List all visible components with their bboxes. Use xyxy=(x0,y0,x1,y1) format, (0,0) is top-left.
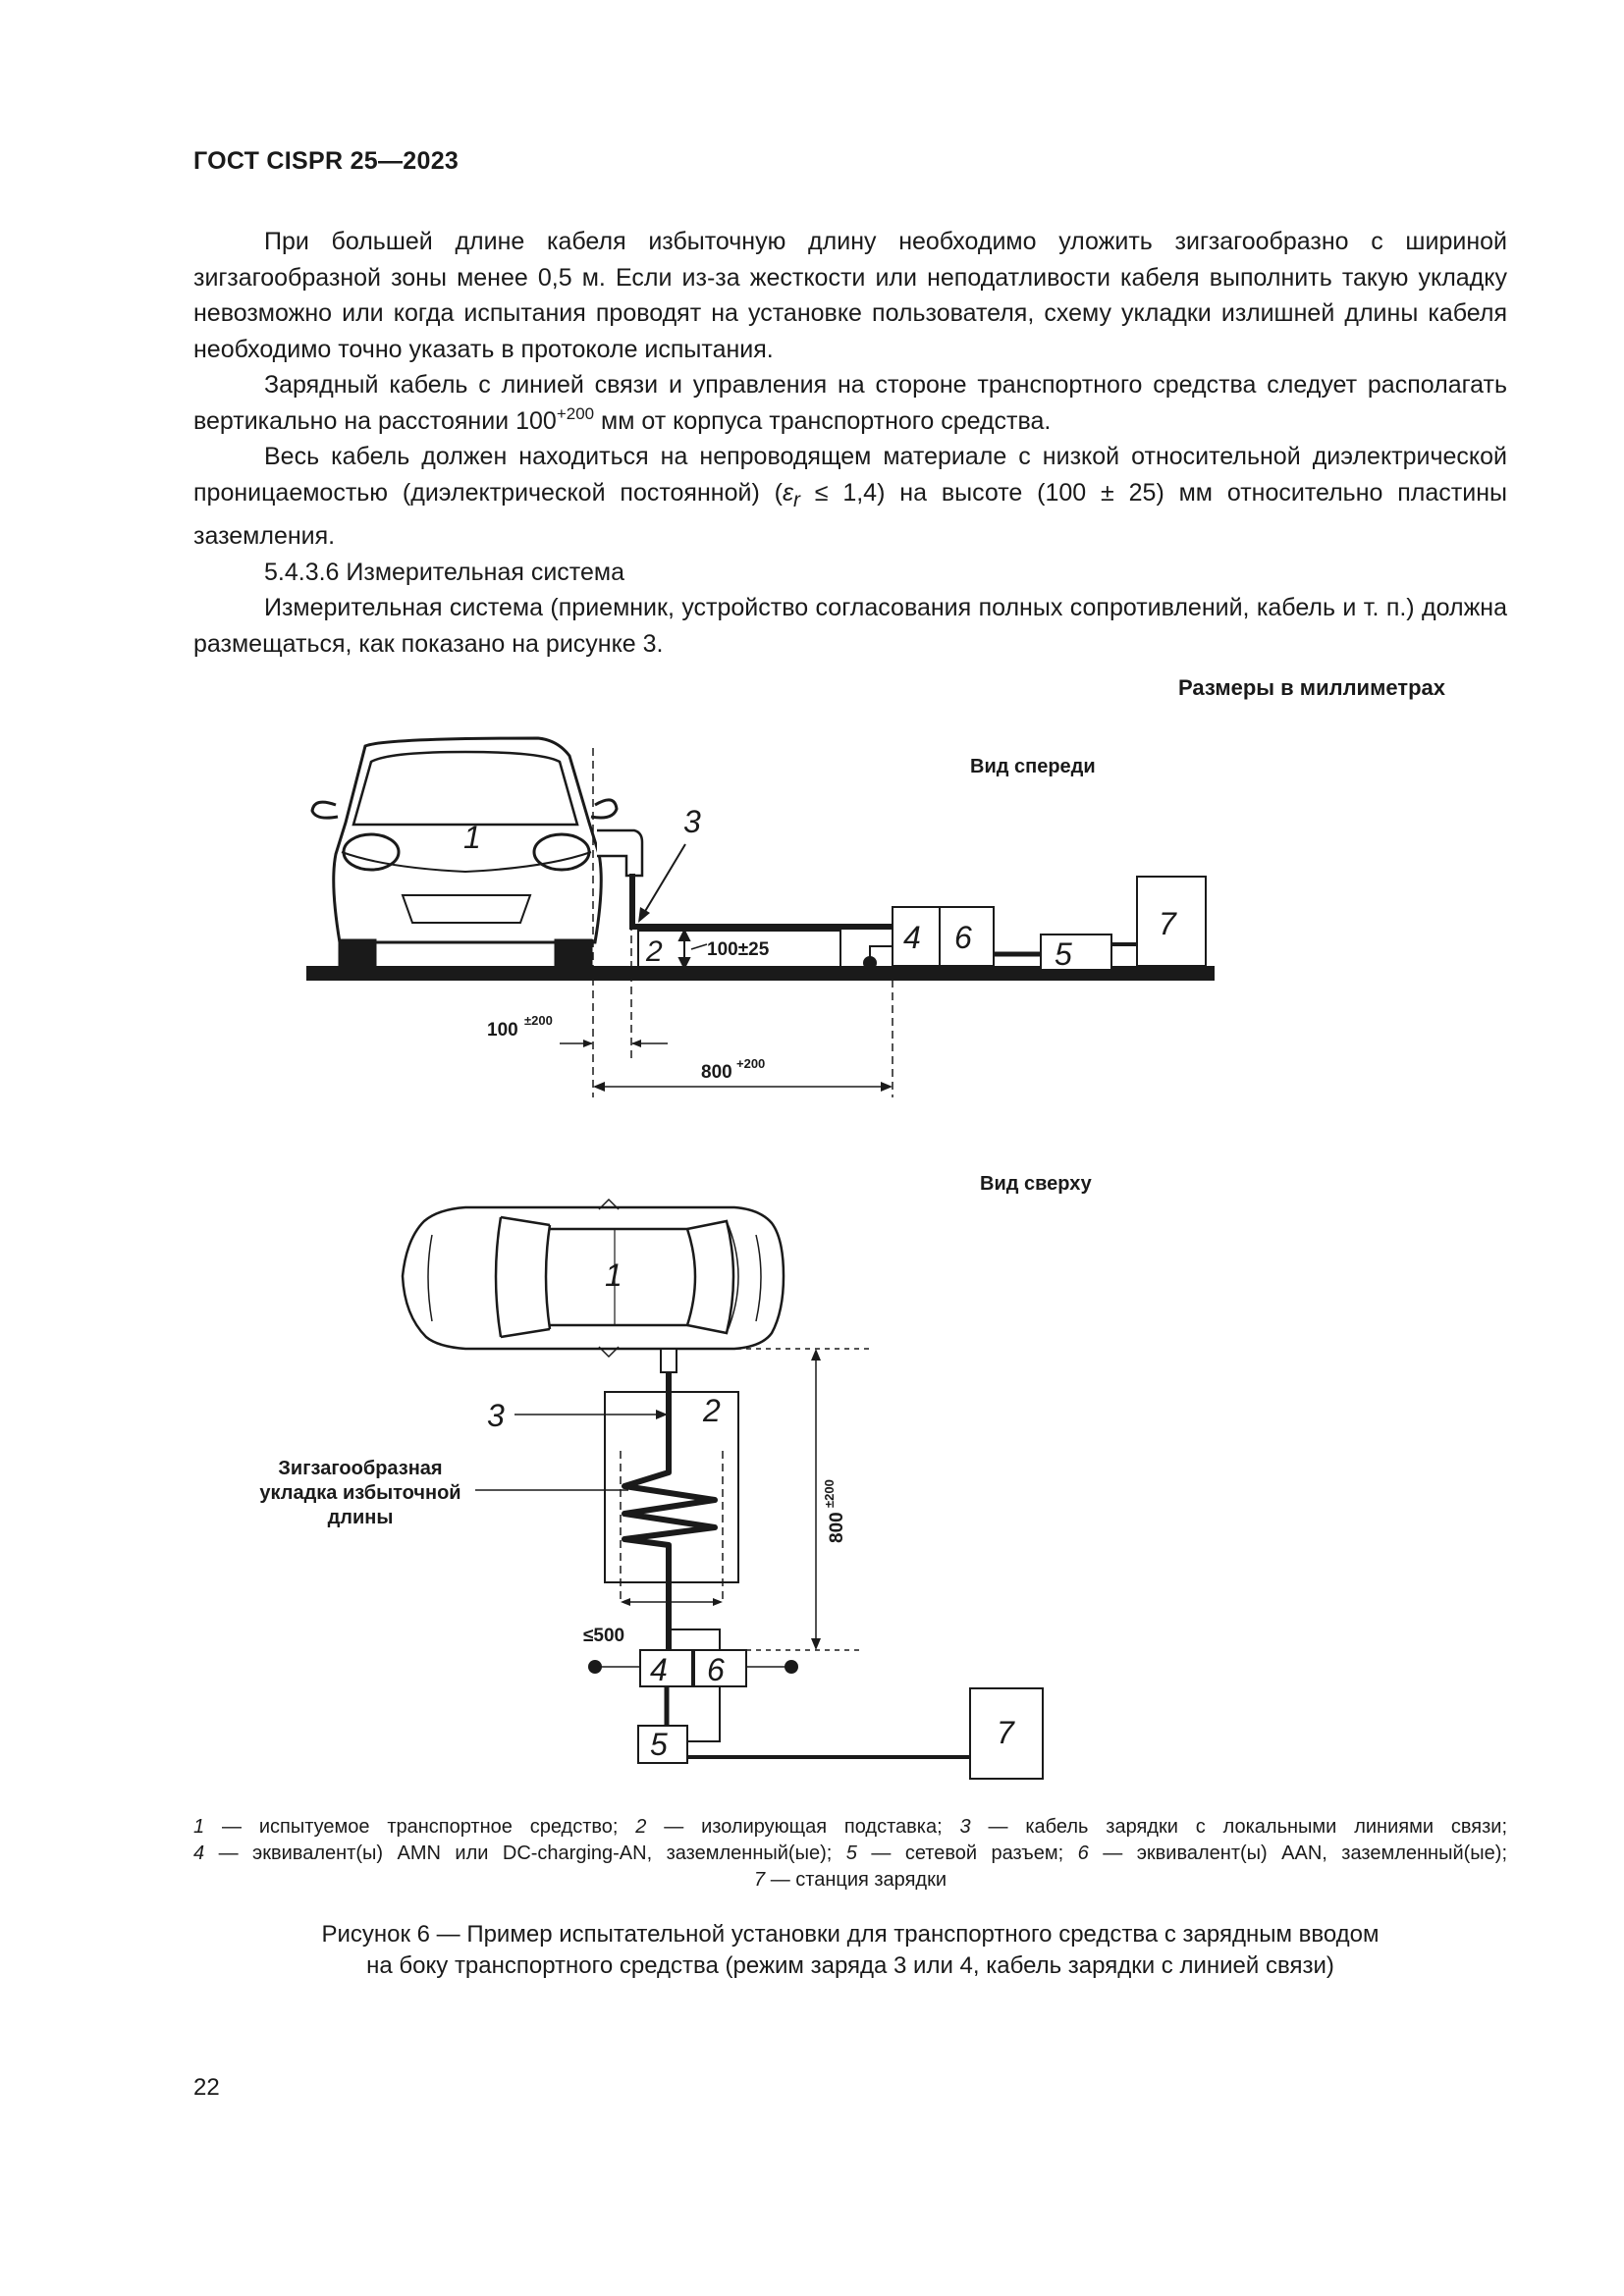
dim-800-arrowhead-right xyxy=(881,1082,893,1092)
cable-pointer-front xyxy=(644,844,685,913)
legend-text-5: — сетевой разъем; xyxy=(856,1842,1078,1864)
legend-num-2: 2 xyxy=(635,1816,647,1838)
charging-cable-front xyxy=(632,874,893,927)
label-socket-front: 5 xyxy=(1055,936,1072,972)
paragraph-2-text-end: мм от корпуса транспортного средства. xyxy=(594,406,1052,435)
paragraph-3-text: Весь кабель должен находиться на непроводящем материале с низкой относительной диэлектрической проницаемостью (диэлектрической постоянной) ( xyxy=(193,443,1507,507)
dim-zigzag-width: ≤500 xyxy=(583,1626,625,1646)
label-support-front: 2 xyxy=(646,935,663,968)
dim-800-base: 800 xyxy=(701,1062,732,1083)
dim-vertical-arrowhead-bottom xyxy=(811,1638,821,1650)
dim-100-arrowhead-right xyxy=(631,1040,641,1047)
charging-connector xyxy=(597,830,642,876)
label-amn-top: 4 xyxy=(650,1652,668,1687)
caption-line-2: на боку транспортного средства (режим заряда 3 или 4, кабель зарядки с линией связи) xyxy=(366,1952,1334,1979)
paragraph-4: Измерительная система (приемник, устройство согласования полных сопротивлений, кабель и т. п.) должна размещаться, как показано на рисунке 3. xyxy=(193,594,1507,658)
label-vehicle-front: 1 xyxy=(463,820,481,855)
legend-text-7: — станция зарядки xyxy=(765,1869,947,1891)
legend-text-6: — эквивалент(ы) AAN, заземленный(ые); xyxy=(1088,1842,1508,1864)
legend-text-4: — эквивалент(ы) AMN или DC-charging-AN, заземленный(ые); xyxy=(204,1842,846,1864)
legend-line-2 xyxy=(193,1841,1507,1867)
dim-500-arrowhead-right xyxy=(713,1598,723,1606)
ground-dot-front xyxy=(863,956,877,970)
dim-100-arrowhead-left xyxy=(583,1040,593,1047)
legend-text-3: — кабель зарядки с локальными линиями связи; xyxy=(970,1816,1507,1838)
paragraph-2-tolerance: +200 xyxy=(556,403,595,423)
legend-num-5: 5 xyxy=(845,1842,857,1864)
label-aan-front: 6 xyxy=(954,920,972,955)
paragraph-1: При большей длине кабеля избыточную длину необходимо уложить зигзагообразно с шириной зигзагообразной зоны менее 0,5 м. Если из-за жесткости или неподатливости кабеля выполнить такую укладку невозможно или когда испытания проводят на установке пользователя, схему укладки излишней длины кабеля необходимо точно указать в протоколе испытания. xyxy=(193,228,1507,363)
dim-vertical-base: 800 xyxy=(827,1512,847,1543)
vehicle-top-view xyxy=(403,1200,784,1357)
label-amn-front: 4 xyxy=(903,920,921,955)
zigzag-label-line3: длины xyxy=(327,1507,394,1528)
legend-num-4: 4 xyxy=(193,1842,205,1864)
figure-legend xyxy=(193,1814,1507,1894)
front-view-title: Вид спереди xyxy=(970,756,1096,777)
zigzag-label-line2: укладка избыточной xyxy=(259,1482,461,1504)
dim-height: 100±25 xyxy=(707,939,770,960)
label-vehicle-top: 1 xyxy=(605,1257,623,1293)
legend-num-3: 3 xyxy=(959,1816,971,1838)
label-cable-front: 3 xyxy=(683,804,701,839)
dim-100-tolerance: ±200 xyxy=(524,1013,553,1028)
document-header: ГОСТ CISPR 25—2023 xyxy=(193,147,460,175)
label-station-top: 7 xyxy=(997,1715,1014,1750)
page-number: 22 xyxy=(193,2074,220,2101)
label-support-top: 2 xyxy=(703,1393,721,1428)
dim-vertical-tolerance: ±200 xyxy=(822,1479,837,1508)
zigzag-label-line1: Зигзагообразная xyxy=(278,1458,443,1479)
label-station-front: 7 xyxy=(1159,906,1176,941)
section-heading: 5.4.3.6 Измерительная система xyxy=(264,558,624,586)
cable-aan-to-socket-top xyxy=(687,1686,720,1741)
dim-vertical-arrowhead-top xyxy=(811,1349,821,1361)
figure-caption xyxy=(193,1919,1507,1982)
ground-dot-top-left xyxy=(588,1660,602,1674)
legend-line-1 xyxy=(193,1814,1507,1841)
top-view-title: Вид сверху xyxy=(980,1173,1092,1195)
label-cable-top: 3 xyxy=(487,1398,505,1433)
label-aan-top: 6 xyxy=(707,1652,725,1687)
cable-pointer-front-head xyxy=(638,907,650,923)
units-note: Размеры в миллиметрах xyxy=(1178,675,1445,700)
dim-500-arrowhead-left xyxy=(621,1598,630,1606)
legend-num-1: 1 xyxy=(193,1816,205,1838)
dim-800-arrowhead-left xyxy=(593,1082,605,1092)
box-socket-front xyxy=(1041,934,1111,970)
legend-num-6: 6 xyxy=(1077,1842,1089,1864)
ground-dot-top-right xyxy=(785,1660,798,1674)
caption-line-1: Рисунок 6 — Пример испытательной установки для транспортного средства с зарядным вводом xyxy=(321,1921,1380,1948)
legend-text-1: — испытуемое транспортное средство; xyxy=(204,1816,636,1838)
paragraph-2-text: Зарядный кабель с линией связи и управления на стороне транспортного средства следует располагать вертикально на расстоянии 100 xyxy=(193,371,1507,435)
epsilon-symbol: ε xyxy=(782,478,793,507)
dim-800-tolerance: +200 xyxy=(736,1056,766,1071)
legend-num-7: 7 xyxy=(754,1869,766,1891)
legend-text-2: — изолирующая подставка; xyxy=(646,1816,960,1838)
legend-line-3 xyxy=(193,1867,1507,1894)
charging-connector-top xyxy=(661,1349,677,1372)
label-socket-top: 5 xyxy=(650,1727,668,1762)
cable-loop-top xyxy=(669,1629,720,1650)
paragraph-3-text-end: ≤ 1,4) на высоте (100 ± 25) мм относительно пластины заземления. xyxy=(193,478,1507,550)
epsilon-subscript: r xyxy=(792,488,800,511)
dim-100-base: 100 xyxy=(487,1020,518,1041)
